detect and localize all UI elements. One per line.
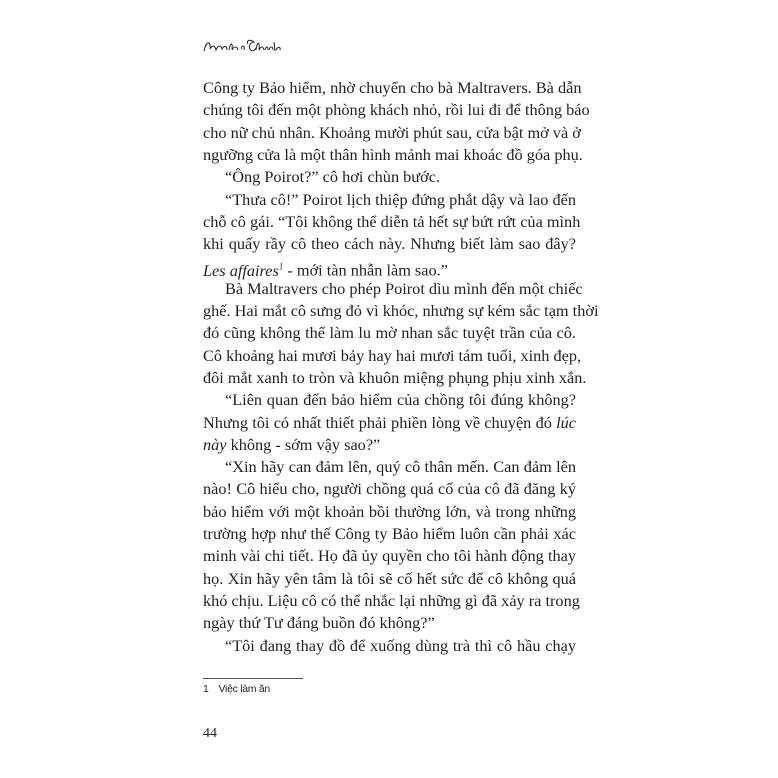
segment-text: Cô khoảng hai mươi bảy hay hai mươi tám tuổi, xinh đẹp,: [203, 345, 582, 365]
text-segment: [203, 546, 576, 565]
text-segment: [225, 190, 576, 209]
segment-text: “Liên quan đến bảo hiểm của chồng tôi đúng không?: [225, 390, 576, 410]
text-line: [203, 77, 582, 99]
text-segment: [203, 123, 581, 142]
text-segment: [225, 390, 576, 409]
text-segment: [225, 636, 576, 655]
segment-text: Les affaires: [203, 260, 279, 280]
text-segment: [203, 78, 581, 97]
text-segment: [203, 569, 576, 588]
text-line: [203, 99, 590, 121]
text-line: [203, 233, 576, 255]
text-line: [203, 523, 576, 545]
text-segment: [203, 479, 576, 498]
segment-text: Bà Maltravers cho phép Poirot dìu mình đến một chiếc: [225, 278, 583, 298]
page-number: 44: [203, 726, 217, 741]
footnote-text: Việc làm ăn: [218, 683, 270, 695]
segment-text: ghế. Hai mắt cô sưng đỏ vì khóc, nhưng sự kém sắc tạm thời: [203, 301, 599, 320]
text-segment: [203, 613, 435, 632]
segment-text: Nhưng tôi có nhất thiết phải phiền lòng về chuyện đó: [203, 412, 557, 432]
text-line: [203, 501, 576, 523]
text-line: [203, 568, 576, 590]
text-line: [203, 434, 576, 456]
text-line: [203, 545, 576, 567]
text-segment: [203, 234, 576, 253]
footnote: [203, 683, 270, 695]
text-segment: [203, 323, 576, 342]
text-segment: [203, 524, 576, 543]
segment-text: họ. Xin hãy yên tâm là tôi sẽ cố hết sức để cô không quá: [203, 568, 576, 588]
text-segment: [203, 502, 576, 521]
text-line: [203, 412, 576, 434]
segment-text: - mới tàn nhẫn làm sao.”: [283, 260, 448, 280]
text-line: [203, 144, 583, 166]
text-line: [203, 456, 576, 478]
text-segment: [225, 167, 440, 186]
text-line: [203, 367, 587, 389]
author-signature-logo: [202, 36, 282, 56]
text-segment: [225, 279, 583, 298]
segment-text: khó chịu. Liệu cô có thể nhắc lại những gì đã xảy ra trong: [203, 590, 580, 610]
text-segment: [227, 435, 381, 454]
text-line: [203, 478, 576, 500]
segment-text: khi quấy rầy cô theo cách này. Nhưng biết làm sao đây?: [203, 234, 576, 254]
segment-text: này: [203, 434, 227, 454]
text-line: [203, 300, 599, 322]
text-line: [203, 122, 581, 144]
text-segment: [203, 413, 556, 432]
text-segment: [203, 368, 586, 387]
text-line: [203, 345, 582, 367]
italic-text: [556, 413, 576, 432]
segment-text: ngưỡng cửa là một thân hình mảnh mai khoác đồ góa phụ.: [203, 144, 583, 164]
text-segment: [203, 145, 583, 164]
text-line: [203, 166, 576, 188]
segment-text: lúc: [556, 412, 576, 432]
text-line: [203, 189, 576, 211]
segment-text: trường hợp như thế Công ty Bảo hiểm luôn cần phải xác: [203, 524, 576, 543]
text-line: [203, 590, 580, 612]
segment-text: “Xin hãy can đảm lên, quý cô thân mến. Can đảm lên: [225, 457, 576, 477]
text-segment: [203, 301, 598, 320]
text-segment: [203, 212, 580, 231]
segment-text: chỗ cô gái. “Tôi không thể diễn tả hết sự bứt rứt của mình: [203, 211, 581, 231]
segment-text: bảo hiểm với một khoản bồi thường lớn, và trong những: [203, 501, 576, 521]
segment-text: “Ông Poirot?” cô hơi chùn bước.: [225, 167, 441, 187]
italic-text: [203, 435, 227, 454]
segment-text: “Tôi đang thay đồ để xuống dùng trà thì cô hầu chạy: [225, 635, 576, 655]
text-line: [203, 389, 576, 411]
segment-text: đó cũng không thể làm lu mờ nhan sắc tuyệt trần của cô.: [203, 323, 576, 343]
segment-text: nào! Cô hiểu cho, người chồng quá cố của cô đã đăng ký: [203, 479, 576, 499]
text-line: [203, 211, 581, 233]
text-line: [203, 255, 576, 280]
segment-text: cho nữ chủ nhân. Khoảng mười phút sau, cửa bật mở và ở: [203, 122, 581, 142]
text-line: [203, 278, 583, 300]
footnote-reference: 1: [278, 261, 284, 272]
segment-text: đôi mắt xanh to tròn và khuôn miệng phụng phịu xinh xắn.: [203, 367, 587, 387]
text-line: [203, 635, 576, 657]
footnote-divider: [203, 678, 303, 679]
text-segment: [203, 100, 590, 119]
text-segment: [203, 346, 581, 365]
text-segment: [203, 591, 580, 610]
segment-text: ngày thứ Tư đáng buồn đó không?”: [203, 613, 435, 633]
segment-text: Công ty Bảo hiểm, nhờ chuyển cho bà Maltravers. Bà dẫn: [203, 78, 582, 97]
text-segment: [225, 457, 576, 476]
segment-text: không - sớm vậy sao?”: [226, 434, 381, 454]
segment-text: minh vài chi tiết. Họ đã ủy quyền cho tôi hành động thay: [203, 546, 576, 566]
text-line: [203, 612, 576, 634]
text-line: [203, 322, 576, 344]
segment-text: “Thưa cô!” Poirot lịch thiệp đứng phắt dậy và lao đến: [225, 189, 576, 209]
footnote-number: 1: [203, 683, 209, 695]
segment-text: chúng tôi đến một phòng khách nhỏ, rồi lui đi để thông báo: [203, 100, 590, 120]
